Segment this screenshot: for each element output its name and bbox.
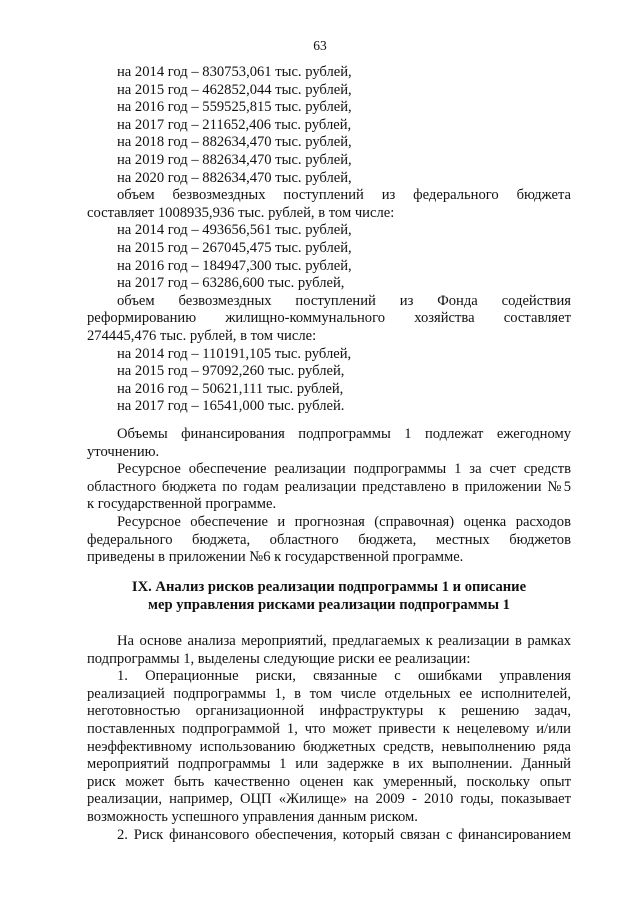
text-line: на 2020 год – 882634,470 тыс. рублей, [117,169,352,186]
text-line: на 2016 год – 184947,300 тыс. рублей, [117,257,352,274]
text-line: на 2015 год – 97092,260 тыс. рублей, [117,363,345,380]
text-line: реализацией подпрограммы 1, в том числе отдельных ее исполнителей, [87,685,571,702]
text-line: на 2014 год – 493656,561 тыс. рублей, [117,222,352,239]
text-line: 274445,476 тыс. рублей, в том числе: [87,327,317,344]
financing-breakdown [87,64,571,416]
heading-line: IX. Анализ рисков реализации подпрограммы 1 и описание [131,579,527,595]
text-line: на 2018 год – 882634,470 тыс. рублей, [117,134,352,151]
text-line: 2. Риск финансового обеспечения, который связан с финансированием [117,826,571,843]
text-line: на 2015 год – 462852,044 тыс. рублей, [117,81,352,98]
text-line: на 2017 год – 16541,000 тыс. рублей. [117,398,345,415]
text-line: на 2016 год – 559525,815 тыс. рублей, [117,99,352,116]
text-line: объем безвозмездных поступлений из Фонда содействия [117,292,571,309]
text-line: Объемы финансирования подпрограммы 1 подлежат ежегодному [117,426,571,442]
text-line: подпрограммы 1, выделены следующие риски ее реализации: [87,650,471,667]
text-line: на 2014 год – 830753,061 тыс. рублей, [117,64,352,80]
text-line: на 2017 год – 63286,600 тыс. рублей, [117,275,345,292]
text-line: неготовностью организационной инфраструктуры к решению задач, [87,703,571,720]
text-line: риск может быть качественно оценен как умеренный, поскольку опыт [87,773,571,790]
text-line: 1. Операционные риски, связанные с ошибками управления [117,668,571,685]
text-line: на 2019 год – 882634,470 тыс. рублей, [117,151,352,168]
text-line: На основе анализа мероприятий, предлагаемых к реализации в рамках [117,633,571,649]
text-line: федерального бюджета, областного бюджета, местных бюджетов [87,531,571,548]
text-line: реформированию жилищно-коммунального хозяйства составляет [87,310,571,327]
text-line: мероприятий подпрограммы 1 или задержке в их выполнении. Данный [87,756,571,773]
text-line: на 2017 год – 211652,406 тыс. рублей, [117,116,352,133]
section-heading [87,579,571,614]
text-line: поставленных подпрограммой 1, что может привести к нецелевому и/или [87,720,571,737]
financing-notes [87,426,571,567]
risks-text [87,633,571,844]
text-line: неэффективному использованию бюджетных средств, невыполнению ряда [87,738,571,755]
text-line: на 2014 год – 110191,105 тыс. рублей, [117,345,352,362]
page-number: 63 [313,38,327,53]
heading-line: мер управления рисками реализации подпрограммы 1 [148,596,510,613]
text-line: реализации, например, ОЦП «Жилище» на 2009 - 2010 годы, показывает [87,791,571,808]
text-line: объем безвозмездных поступлений из федерального бюджета [117,187,571,204]
text-line: на 2016 год – 50621,111 тыс. рублей, [117,380,344,397]
text-line: Ресурсное обеспечение реализации подпрограммы 1 за счет средств [117,461,571,478]
text-line: уточнению. [87,443,160,460]
text-line: составляет 1008935,936 тыс. рублей, в том числе: [87,204,395,221]
text-line: на 2015 год – 267045,475 тыс. рублей, [117,239,352,256]
text-line: областного бюджета по годам реализации представлено в приложении №5 [87,478,571,495]
text-line: Ресурсное обеспечение и прогнозная (справочная) оценка расходов [117,513,571,530]
text-line: приведены в приложении №6 к государственной программе. [87,549,464,566]
text-line: возможность успешного управления данным риском. [87,808,418,825]
text-line: к государственной программе. [87,496,277,513]
